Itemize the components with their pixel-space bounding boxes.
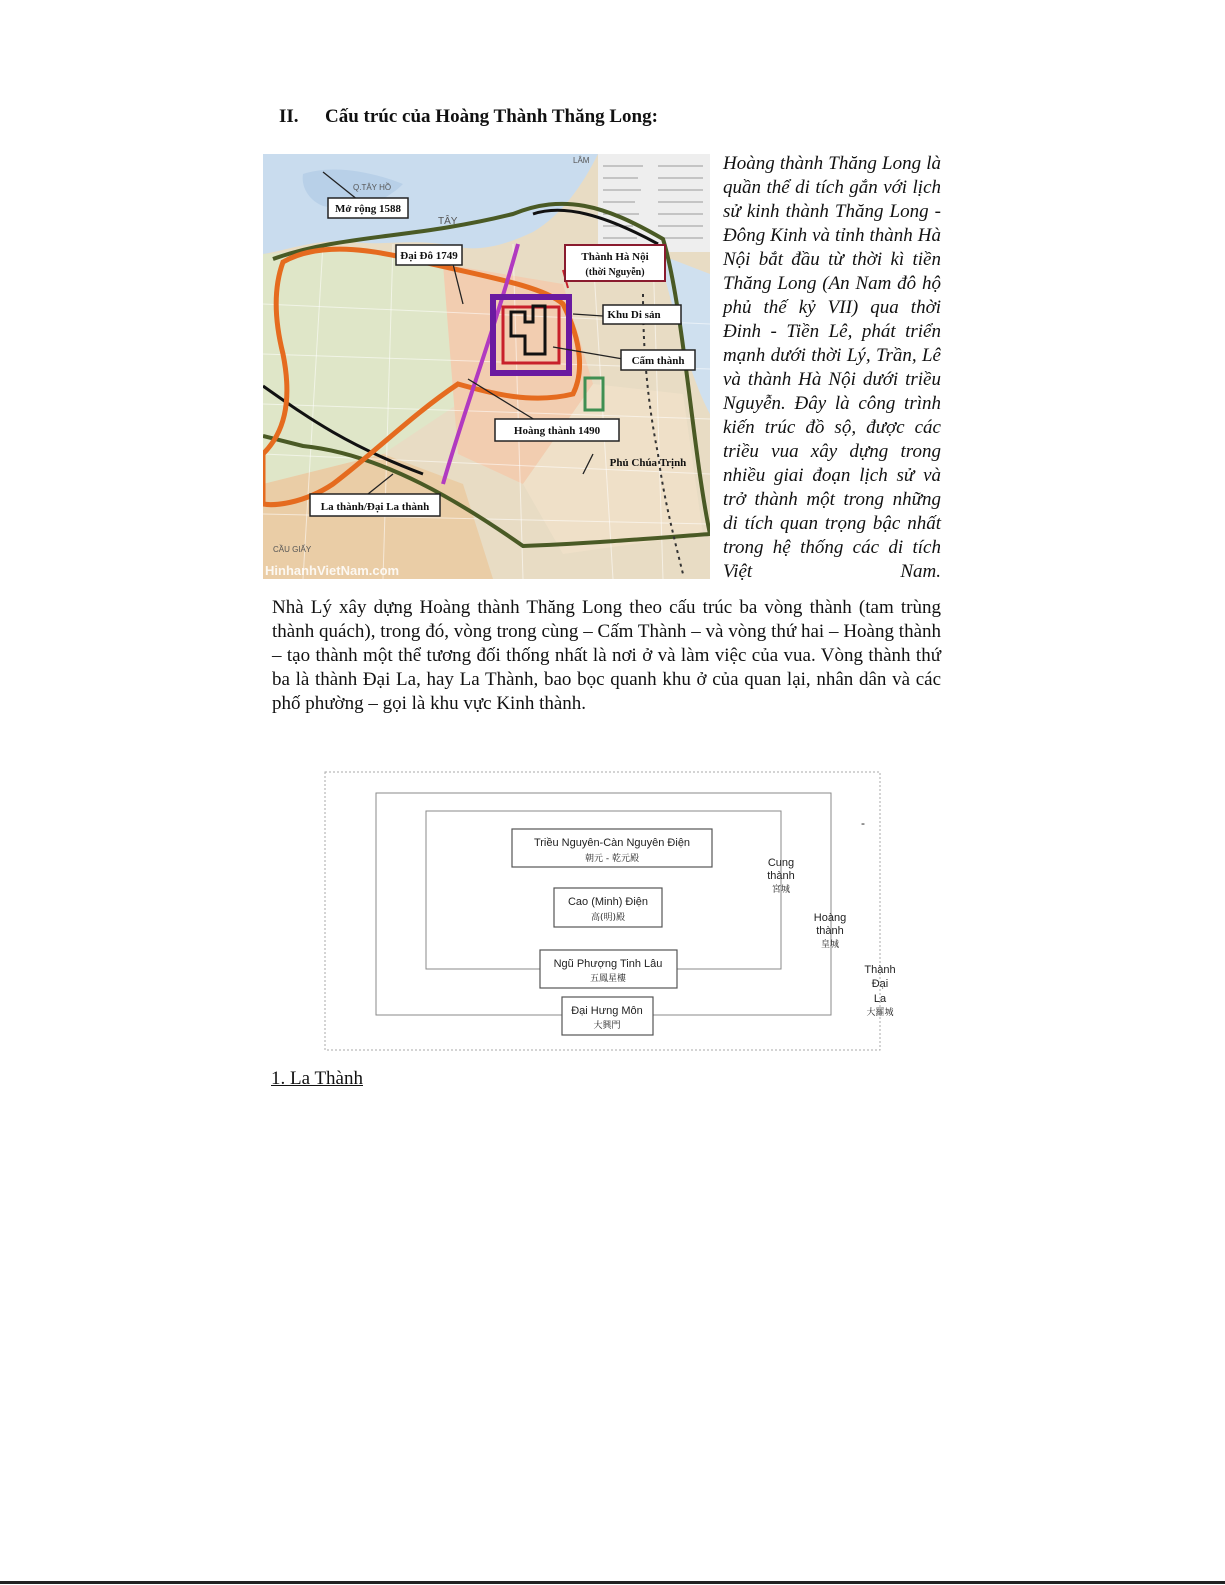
box4-label: Đại Hưng Môn bbox=[571, 1005, 643, 1017]
dai-la-label: Thành bbox=[864, 964, 896, 976]
section-heading bbox=[279, 106, 658, 128]
map-label-lam: LÂM bbox=[573, 156, 590, 165]
map-watermark: HinhanhVietNam.com bbox=[265, 563, 400, 578]
map-label-dai-do: Đại Đô 1749 bbox=[400, 250, 458, 262]
map-label-phu-chua: Phủ Chúa Trịnh bbox=[609, 457, 687, 469]
map-label-tay-ho: Q.TÂY HỒ bbox=[353, 183, 392, 192]
dai-la-chinese: 大羅城 bbox=[866, 1008, 894, 1018]
map-label-la-thanh: La thành/Đại La thành bbox=[320, 501, 430, 513]
map-label-mo-rong: Mở rộng 1588 bbox=[335, 203, 401, 215]
cung-thanh-chinese: 宮城 bbox=[771, 885, 791, 895]
page-bottom-border bbox=[0, 1581, 1225, 1584]
map-label-thoi-nguyen: (thời Nguyễn) bbox=[585, 267, 645, 278]
hoang-thanh-label-2: thành bbox=[816, 925, 844, 937]
hoang-thanh-chinese: 皇城 bbox=[820, 940, 840, 950]
hoang-thanh-label: Hoàng bbox=[813, 912, 847, 924]
box1-label: Triều Nguyên-Càn Nguyên Điện bbox=[533, 837, 691, 849]
map-label-khu-di-san: Khu Di sản bbox=[607, 309, 661, 321]
cung-thanh-label-2: thành bbox=[767, 870, 795, 882]
historical-map bbox=[263, 154, 710, 579]
dai-la-label-3: La bbox=[873, 993, 887, 1005]
subsection-heading: 1. La Thành bbox=[271, 1068, 363, 1089]
box4-chinese: 大興門 bbox=[593, 1021, 621, 1031]
dai-la-label-2: Đại bbox=[871, 978, 889, 990]
body-paragraph: Nhà Lý xây dựng Hoàng thành Thăng Long theo cấu trúc ba vòng thành (tam trùng thành quách), trong đó, vòng trong cùng – Cấm Thành – và vòng thứ hai – Hoàng thành – tạo thành một thể tương đối thống nhất là nơi ở và làm việc của vua. Vòng thành thứ ba là thành Đại La, hay La Thành, bao bọc quanh khu ở của quan lại, nhân dân và các phố phường – gọi là khu vực Kinh thành. bbox=[272, 597, 941, 714]
section-title: Cấu trúc của Hoàng Thành Thăng Long: bbox=[325, 106, 658, 127]
map-label-cau-giay: CẦU GIẤY bbox=[273, 545, 312, 554]
box1-chinese: 朝元 - 乾元殿 bbox=[585, 854, 639, 864]
map-label-tay: TÂY bbox=[438, 216, 458, 227]
map-label-cam-thanh: Cấm thành bbox=[631, 355, 685, 367]
citadel-structure-diagram bbox=[323, 770, 913, 1052]
box3-chinese: 五鳳星樓 bbox=[589, 974, 627, 984]
map-label-hoang-thanh: Hoàng thành 1490 bbox=[513, 425, 601, 437]
map-label-thanh-ha-noi: Thành Hà Nội bbox=[581, 251, 649, 263]
diagram-mark: - bbox=[861, 816, 865, 830]
box3-label: Ngũ Phượng Tinh Lâu bbox=[553, 958, 663, 970]
box2-chinese: 高(明)殿 bbox=[590, 913, 626, 923]
section-number: II. bbox=[279, 106, 299, 127]
box2-label: Cao (Minh) Điện bbox=[567, 896, 649, 908]
side-description: Hoàng thành Thăng Long là quần thể di tích gắn với lịch sử kinh thành Thăng Long - Đông Kinh và tỉnh thành Hà Nội bắt đầu từ thời kì tiền Thăng Long (An Nam đô hộ phủ thế kỷ VII) qua thời Đinh - Tiền Lê, phát triển mạnh dưới thời Lý, Trần, Lê và thành Hà Nội dưới triều Nguyễn. Đây là công trình kiến trúc đồ sộ, được các triều vua xây dựng trong nhiều giai đoạn lịch sử và trở thành một trong những di tích quan trọng bậc nhất trong hệ thống các di tích Việt Nam. bbox=[723, 153, 941, 582]
cung-thanh-label: Cung bbox=[767, 857, 795, 869]
